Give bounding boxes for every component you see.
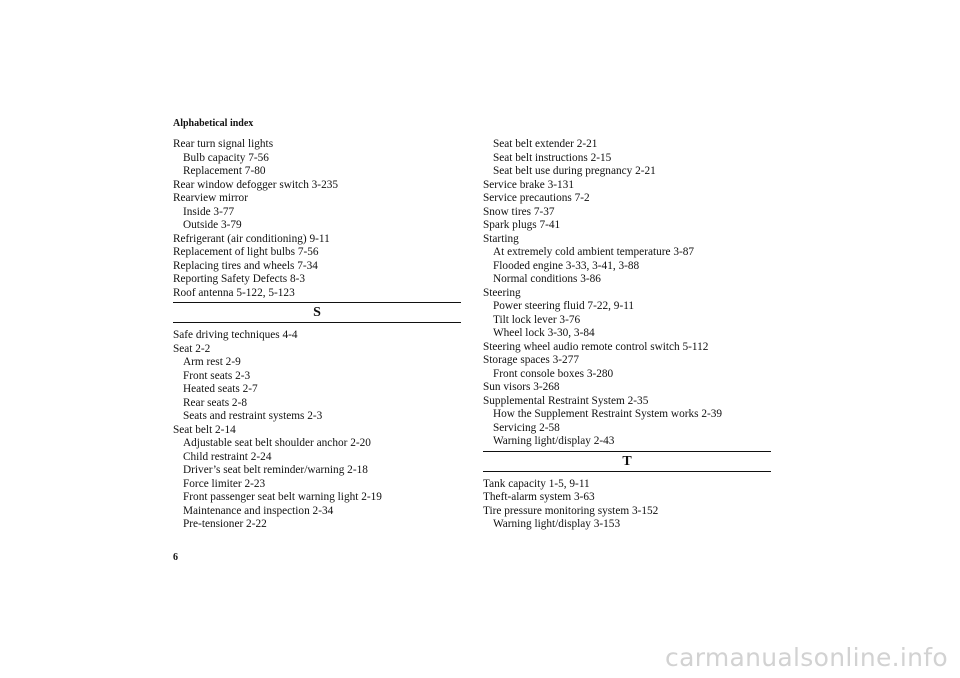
index-entry: Snow tires 7-37 [483,205,555,218]
index-entry: Supplemental Restraint System 2-35 [483,394,649,407]
index-subentry: Seat belt use during pregnancy 2-21 [493,165,656,177]
index-subentry: Front console boxes 3-280 [493,367,614,380]
index-subentry: Seats and restraint systems 2-3 [183,410,323,422]
index-subentry: Seat belt extender 2-21 [493,138,598,150]
index-column-right [483,138,771,532]
index-subentry: Front passenger seat belt warning light 2-19 [183,491,382,503]
index-entry: Seat belt 2-14 [173,423,236,436]
index-subentry: Rear seats 2-8 [183,396,247,409]
index-entry: Steering [483,286,521,299]
index-subentry: Warning light/display 2-43 [493,435,615,447]
index-subentry: Warning light/display 3-153 [493,518,621,530]
index-column-left [173,138,461,532]
index-entry: Service precautions 7-2 [483,192,590,204]
index-entry: Safe driving techniques 4-4 [173,329,298,341]
index-subentry: Pre-tensioner 2-22 [183,518,267,530]
index-entry: Service brake 3-131 [483,178,574,191]
index-subentry: Heated seats 2-7 [183,383,258,395]
index-subentry: Servicing 2-58 [493,421,560,434]
index-entry: Steering wheel audio remote control switch 5-112 [483,340,709,353]
index-entry: Rearview mirror [173,192,248,204]
index-subentry: Normal conditions 3-86 [493,273,601,285]
index-subentry: Child restraint 2-24 [183,450,272,463]
index-entry: Sun visors 3-268 [483,381,560,393]
index-subentry: Front seats 2-3 [183,369,251,382]
index-subentry: Seat belt instructions 2-15 [493,151,612,164]
index-entry: Spark plugs 7-41 [483,219,561,231]
page-header: Alphabetical index [173,118,254,129]
index-subentry: Arm rest 2-9 [183,356,241,368]
index-subentry: Inside 3-77 [183,205,235,218]
index-subentry: How the Supplement Restraint System works 2-39 [493,408,723,420]
index-entry: Replacement of light bulbs 7-56 [173,246,319,258]
section-letter-heading: S [173,302,461,323]
index-entry: Tire pressure monitoring system 3-152 [483,504,659,517]
index-entry: Roof antenna 5-122, 5-123 [173,286,295,299]
page-number: 6 [173,552,178,563]
index-subentry: Power steering fluid 7-22, 9-11 [493,300,635,312]
index-subentry: Replacement 7-80 [183,165,266,177]
index-entry: Seat 2-2 [173,342,211,355]
index-subentry: Maintenance and inspection 2-34 [183,504,334,517]
index-entry: Rear turn signal lights [173,138,274,150]
index-entry: Tank capacity 1-5, 9-11 [483,477,590,490]
index-entry: Theft-alarm system 3-63 [483,491,595,503]
index-subentry: At extremely cold ambient temperature 3-87 [493,246,695,258]
index-subentry: Driver’s seat belt reminder/warning 2-18 [183,464,368,476]
index-entry: Rear window defogger switch 3-235 [173,178,339,191]
index-subentry: Bulb capacity 7-56 [183,151,269,164]
index-entry: Starting [483,232,519,245]
index-subentry: Adjustable seat belt shoulder anchor 2-20 [183,437,371,449]
watermark: carmanualsonline.info [665,643,948,672]
index-entry: Replacing tires and wheels 7-34 [173,259,318,272]
index-subentry: Force limiter 2-23 [183,477,266,490]
index-subentry: Wheel lock 3-30, 3-84 [493,327,595,339]
section-letter-heading: T [483,451,771,472]
index-entry: Reporting Safety Defects 8-3 [173,273,306,285]
index-subentry: Outside 3-79 [183,219,242,231]
index-subentry: Flooded engine 3-33, 3-41, 3-88 [493,259,640,272]
index-subentry: Tilt lock lever 3-76 [493,313,581,326]
index-entry: Storage spaces 3-277 [483,354,579,366]
index-entry: Refrigerant (air conditioning) 9-11 [173,232,330,245]
